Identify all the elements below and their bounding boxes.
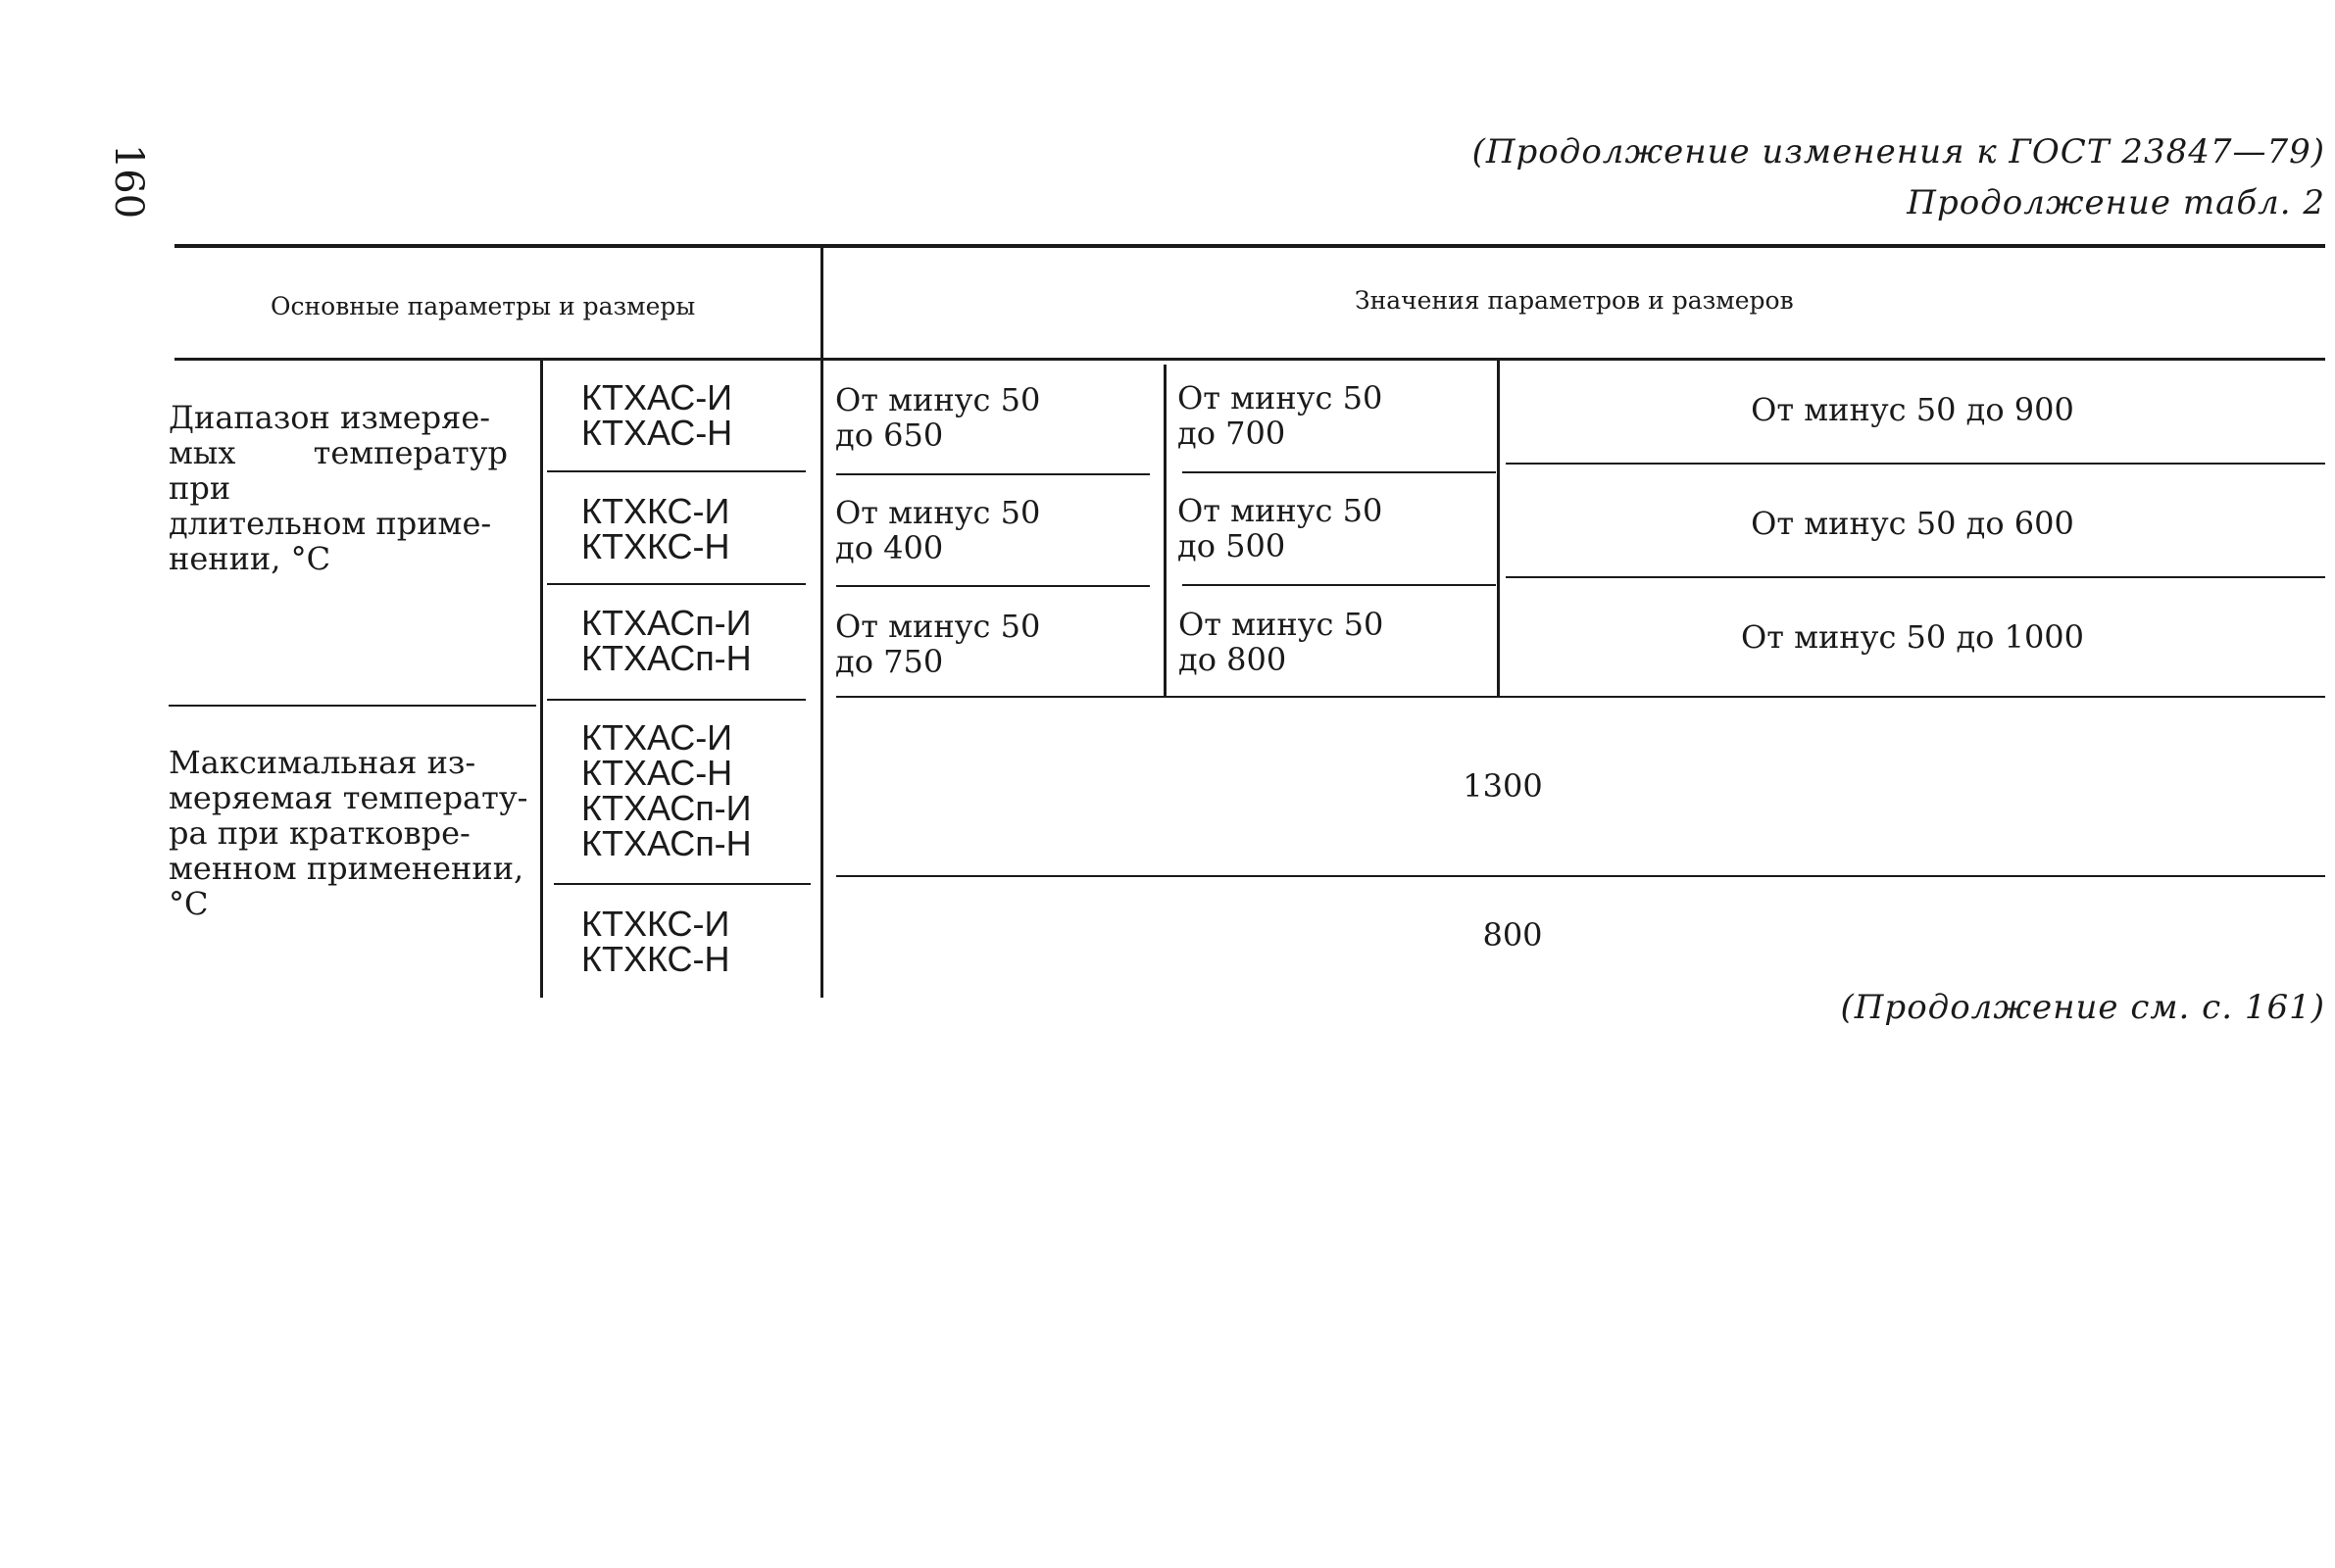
thermocouple-code: КТХАС-Н <box>581 753 733 793</box>
table-row-codes <box>581 603 752 678</box>
row-divider <box>547 699 806 701</box>
row-divider <box>1182 471 1496 473</box>
table-cell-max-temperature: 1300 <box>1463 767 1543 805</box>
table-row-codes <box>581 491 730 566</box>
parameter-line: Максимальная из- <box>169 744 476 781</box>
row-divider <box>547 470 806 472</box>
parameter-line: нении, °С <box>169 540 331 577</box>
table-cell-max-temperature: 800 <box>1482 916 1543 954</box>
row-divider <box>1182 584 1496 586</box>
header-values: Значения параметров и размеров <box>1355 286 1794 315</box>
value-col1-divider <box>1164 365 1167 696</box>
parameter-column-divider <box>540 361 543 998</box>
table-row-codes <box>581 377 733 453</box>
table-cell-range: От минус 50 до 600 <box>1751 505 2074 542</box>
thermocouple-code: КТХКС-И <box>581 491 730 531</box>
parameter-line: меряемая температу- <box>169 779 528 816</box>
table-cell-range: От минус 50 до 500 <box>1177 492 1383 564</box>
thermocouple-code: КТХКС-Н <box>581 526 730 566</box>
table-cell-range: От минус 50 до 400 <box>835 494 1041 566</box>
parameter-line: °С <box>169 885 209 922</box>
row-divider <box>836 585 1150 587</box>
table-cell-range: От минус 50 до 900 <box>1751 391 2074 428</box>
page-number: 160 <box>106 143 151 220</box>
table-top-rule <box>174 244 2325 248</box>
parameter-line: ра при кратковре- <box>169 814 471 852</box>
parameter-line: мых температур при <box>169 434 508 507</box>
thermocouple-code: КТХАСп-Н <box>581 638 752 678</box>
table-row-codes <box>581 906 730 977</box>
thermocouple-code: КТХКС-Н <box>581 939 730 979</box>
thermocouple-code: КТХАС-И <box>581 717 733 758</box>
code-column-divider <box>820 361 823 998</box>
thermocouple-code: КТХАСп-И <box>581 788 752 828</box>
thermocouple-code: КТХКС-И <box>581 904 730 944</box>
row-divider <box>554 883 811 885</box>
section-divider <box>169 705 536 707</box>
continuation-of-table-note: Продолжение табл. 2 <box>1907 183 2325 222</box>
table-cell-range: От минус 50 до 750 <box>835 608 1041 680</box>
table-cell-range: От минус 50 до 650 <box>835 381 1041 454</box>
parameter-range-long-use <box>169 400 508 576</box>
parameter-line: менном применении, <box>169 850 524 887</box>
row-divider <box>547 583 806 585</box>
table-header-bottom-rule <box>174 358 2325 361</box>
row-divider <box>1506 576 2325 578</box>
thermocouple-code: КТХАСп-И <box>581 603 752 643</box>
continuation-see-page-note: (Продолжение см. с. 161) <box>1840 988 2325 1027</box>
row-divider <box>836 875 2325 877</box>
header-parameters: Основные параметры и размеры <box>271 292 696 320</box>
row-divider <box>1506 463 2325 465</box>
table-cell-range: От минус 50 до 1000 <box>1740 618 2085 656</box>
continuation-of-change-note: (Продолжение изменения к ГОСТ 23847—79) <box>1471 132 2325 172</box>
parameter-max-short-use <box>169 745 529 921</box>
thermocouple-code: КТХАС-И <box>581 377 733 417</box>
thermocouple-code: КТХАС-Н <box>581 413 733 453</box>
row-divider <box>836 696 2325 698</box>
table-row-codes <box>581 717 752 863</box>
table-cell-range: От минус 50 до 700 <box>1177 379 1383 452</box>
parameter-line: Диапазон измеряе- <box>169 399 491 436</box>
table-cell-range: От минус 50 до 800 <box>1178 606 1384 678</box>
thermocouple-code: КТХАСп-Н <box>581 823 752 863</box>
header-column-divider <box>820 248 823 358</box>
parameter-line: длительном приме- <box>169 505 492 542</box>
row-divider <box>836 473 1150 475</box>
